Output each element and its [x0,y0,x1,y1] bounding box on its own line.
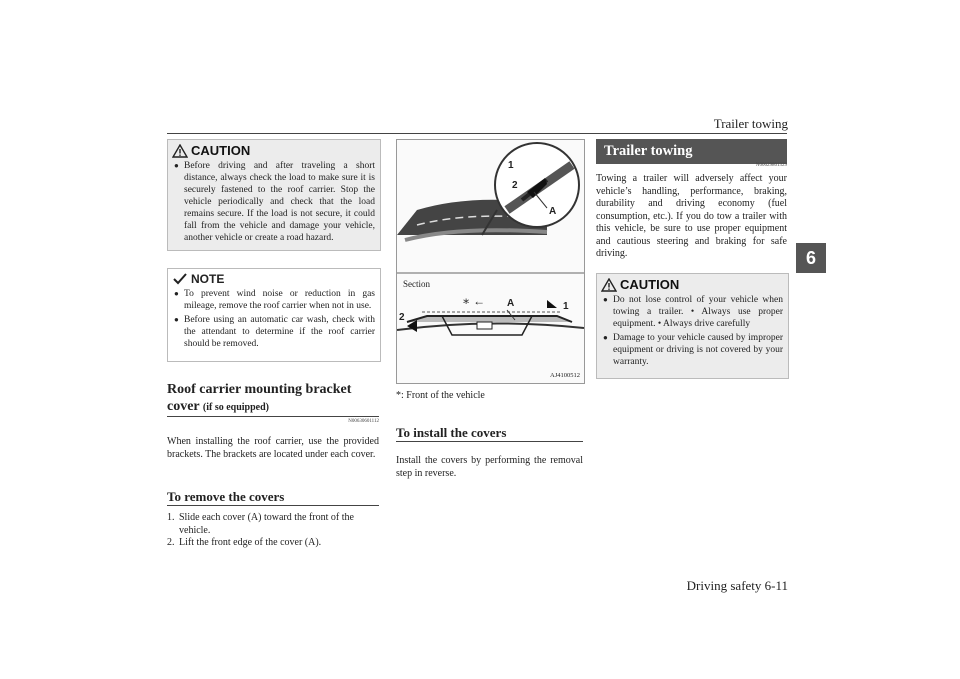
caution-item [168,159,380,245]
subsection-title-install: To install the covers [396,425,507,440]
header-rule [167,133,787,134]
roof-cover-illustration [397,140,584,383]
step-item [167,537,379,550]
note-item-text: To prevent wind noise or reduction in gas mileage, remove the roof carrier when not in use. [184,289,375,311]
warning-triangle-icon [172,144,188,158]
caution-box-trailer [596,273,789,379]
bullet-icon: ● [174,289,179,298]
caution-label: CAUTION [191,143,251,158]
roof-carrier-figure [396,139,585,384]
note-item [168,313,380,351]
pencil-icon [173,273,187,285]
note-header [168,269,380,287]
bullet-icon: ● [603,295,608,304]
section-title [167,381,379,416]
caution-item-text: Before driving and after traveling a short distance, always check the load to make sure it is securely fastened to the roof carrier. Stop the vehicle periodically and check that the load remains secure. If the load is not secure, it could fall from the vehicle and damage your vehicle, another vehicle or create a road hazard. [184,161,375,243]
caution-item [597,293,788,331]
figure-front-marker: ∗ ← [462,294,486,308]
figure-label-a-section: A [507,298,515,309]
caution-item [597,331,788,369]
figure-label-a: A [549,206,557,217]
caution-header [597,274,788,293]
section-intro: When installing the roof carrier, use the provided brackets. The brackets are located under each cover. [167,436,379,460]
step-number: 2. [167,537,175,548]
running-header-title: Trailer towing [713,116,788,131]
bullet-icon: ● [174,315,179,324]
subsection-title-remove: To remove the covers [167,489,285,504]
note-label: NOTE [191,272,225,286]
figure-code: AJ4100512 [550,372,580,379]
bullet-icon: ● [174,161,179,170]
section-title-text: Roof carrier mounting bracket cover [167,382,352,414]
section-banner: Trailer towing [596,139,787,164]
caution-box-roof-load [167,139,381,251]
install-body: Install the covers by performing the removal step in reverse. [396,455,583,479]
warning-triangle-icon [601,278,617,292]
bullet-icon: ● [603,333,608,342]
note-item [168,287,380,313]
figure-label-2: 2 [512,180,518,191]
step-number: 1. [167,512,175,523]
figure-label-1-section: 1 [563,301,569,312]
caution-item-text: Do not lose control of your vehicle when towing a trailer. • Always use proper equipment. • Always drive carefully [613,295,783,329]
trailer-body: Towing a trailer will adversely affect your vehicle’s handling, performance, braking, durability and driving economy (fuel consumption, etc.). If you do tow a trailer with this vehicle, be sure to use proper equipment and cautious steering and braking for safe driving. [596,173,787,259]
step-item [167,512,379,537]
caution-label: CAUTION [620,277,680,292]
steps-list [167,512,379,550]
chapter-tab: 6 [796,243,826,273]
section-rule [167,416,379,417]
figure-label-2-section: 2 [399,312,405,323]
subsection-rule [396,441,583,442]
section-code: N00630601112 [348,419,379,424]
figure-caption: *: Front of the vehicle [396,390,485,401]
step-text: Slide each cover (A) toward the front of the vehicle. [179,512,354,536]
section-code: N00629801329 [755,163,787,168]
caution-item-text: Damage to your vehicle caused by improper equipment or driving is not covered by your warranty. [613,333,783,367]
note-item-text: Before using an automatic car wash, check with the attendant to determine if the roof carrier should be removed. [184,315,375,349]
note-box [167,268,381,362]
caution-header [168,140,380,159]
section-title-suffix: (if so equipped) [202,402,270,413]
figure-section-label: Section [403,279,430,289]
page-footer: Driving safety 6-11 [686,578,788,593]
subsection-rule [167,505,379,506]
step-text: Lift the front edge of the cover (A). [179,537,322,548]
figure-label-1: 1 [508,160,514,171]
